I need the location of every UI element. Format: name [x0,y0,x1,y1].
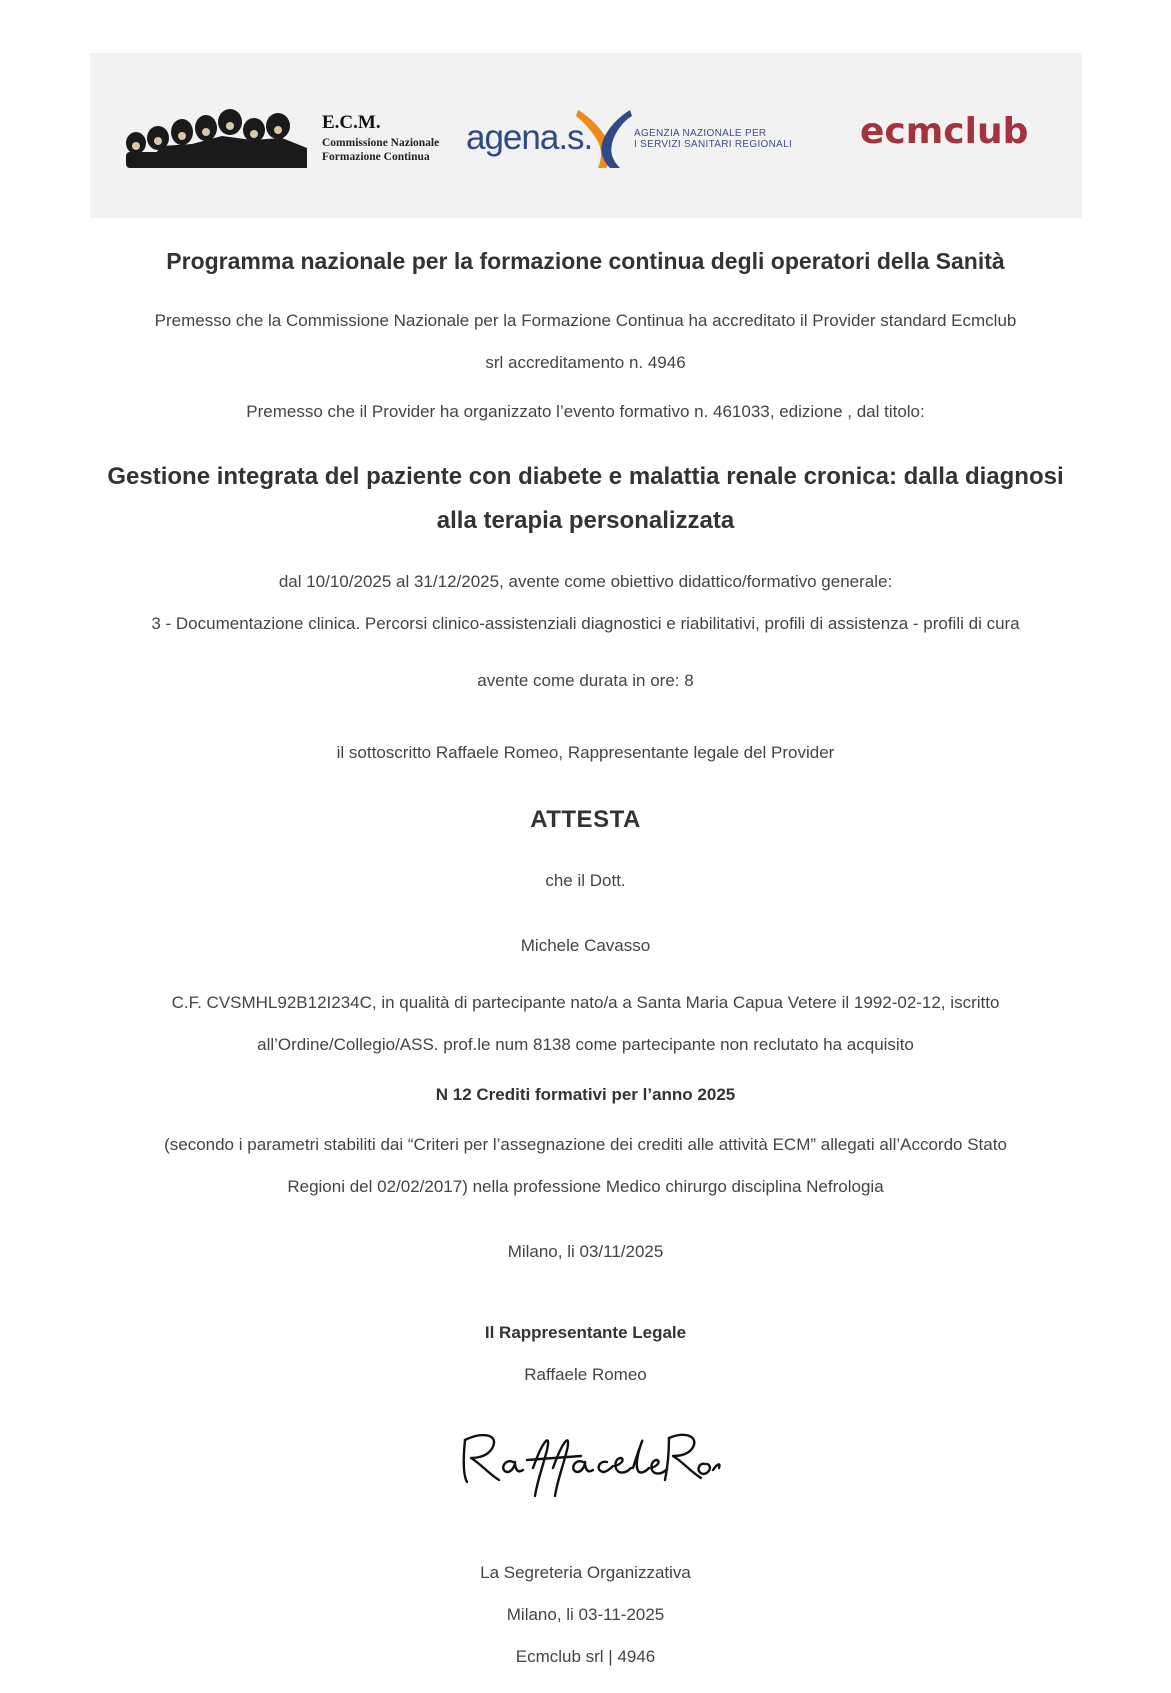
secretariat-text: La Segreteria Organizzativa [480,1563,691,1582]
ecm-figures-icon [122,108,312,168]
undersigned-text: il sottoscritto Raffaele Romeo, Rappresentante legale del Provider [336,743,835,762]
program-heading: Programma nazionale per la formazione continua degli operatori della Sanità [166,248,1005,274]
premise-text: srl accreditamento n. 4946 [485,353,686,372]
event-title: alla terapia personalizzata [436,507,735,534]
objective-text: 3 - Documentazione clinica. Percorsi clinico-assistenziali diagnostici e riabilitativi, profili di assistenza - profili di cura [151,614,1020,633]
attesta-heading: ATTESTA [530,806,641,833]
participant-name: Michele Cavasso [520,936,651,955]
credits-text: N 12 Crediti formativi per l’anno 2025 [435,1085,736,1104]
legal-rep-heading: Il Rappresentante Legale [484,1323,687,1342]
secretariat-date: Milano, li 03-11-2025 [506,1605,665,1624]
dates-objective-text: dal 10/10/2025 al 31/12/2025, avente come obiettivo didattico/formativo generale: [278,572,893,591]
ecm-subtitle [322,136,472,164]
agenas-logo [466,108,806,170]
premise-event-text: Premesso che il Provider ha organizzato l’evento formativo n. 461033, edizione , dal titolo: [246,402,925,421]
signature-image [455,1420,725,1500]
criteria-text: Regioni del 02/02/2017) nella professione Medico chirurgo disciplina Nefrologia [287,1177,884,1196]
event-title: Gestione integrata del paziente con diabete e malattia renale cronica: dalla diagnosi [107,463,1064,490]
participant-details: all’Ordine/Collegio/ASS. prof.le num 8138 come partecipante non reclutato ha acquisito [257,1035,914,1054]
agenas-subtitle [634,128,804,150]
agenas-subtitle-line: AGENZIA NAZIONALE PER [634,128,767,139]
criteria-text: (secondo i parametri stabiliti dai “Criteri per l’assegnazione dei crediti alle attività ECM” allegati all’Accordo Stato [164,1135,1007,1154]
agenas-subtitle-line: I SERVIZI SANITARI REGIONALI [634,139,793,150]
legal-rep-name: Raffaele Romeo [524,1365,647,1384]
ecm-title: E.C.M. [322,112,381,133]
ecm-subtitle-line: Commissione Nazionale [322,137,440,149]
ecmclub-logo [860,111,1028,152]
participant-details: C.F. CVSMHL92B12I234C, in qualità di partecipante nato/a a Santa Maria Capua Vetere il 1992-02-12, iscritto [171,993,1000,1012]
premise-text: Premesso che la Commissione Nazionale per la Formazione Continua ha accreditato il Provider standard Ecmclub [154,311,1017,330]
ecmclub-wordmark: ecmclub [860,111,1029,152]
duration-text: avente come durata in ore: 8 [477,671,694,690]
ecm-subtitle-line: Formazione Continua [322,151,430,163]
footer-org: Ecmclub srl | 4946 [515,1647,656,1666]
agenas-mark-icon [574,108,634,170]
place-date: Milano, li 03/11/2025 [507,1242,664,1261]
that-dott-text: che il Dott. [545,871,626,890]
agenas-wordmark: agena.s. [466,118,593,157]
logo-banner [90,53,1082,218]
ecm-logo [122,108,442,168]
